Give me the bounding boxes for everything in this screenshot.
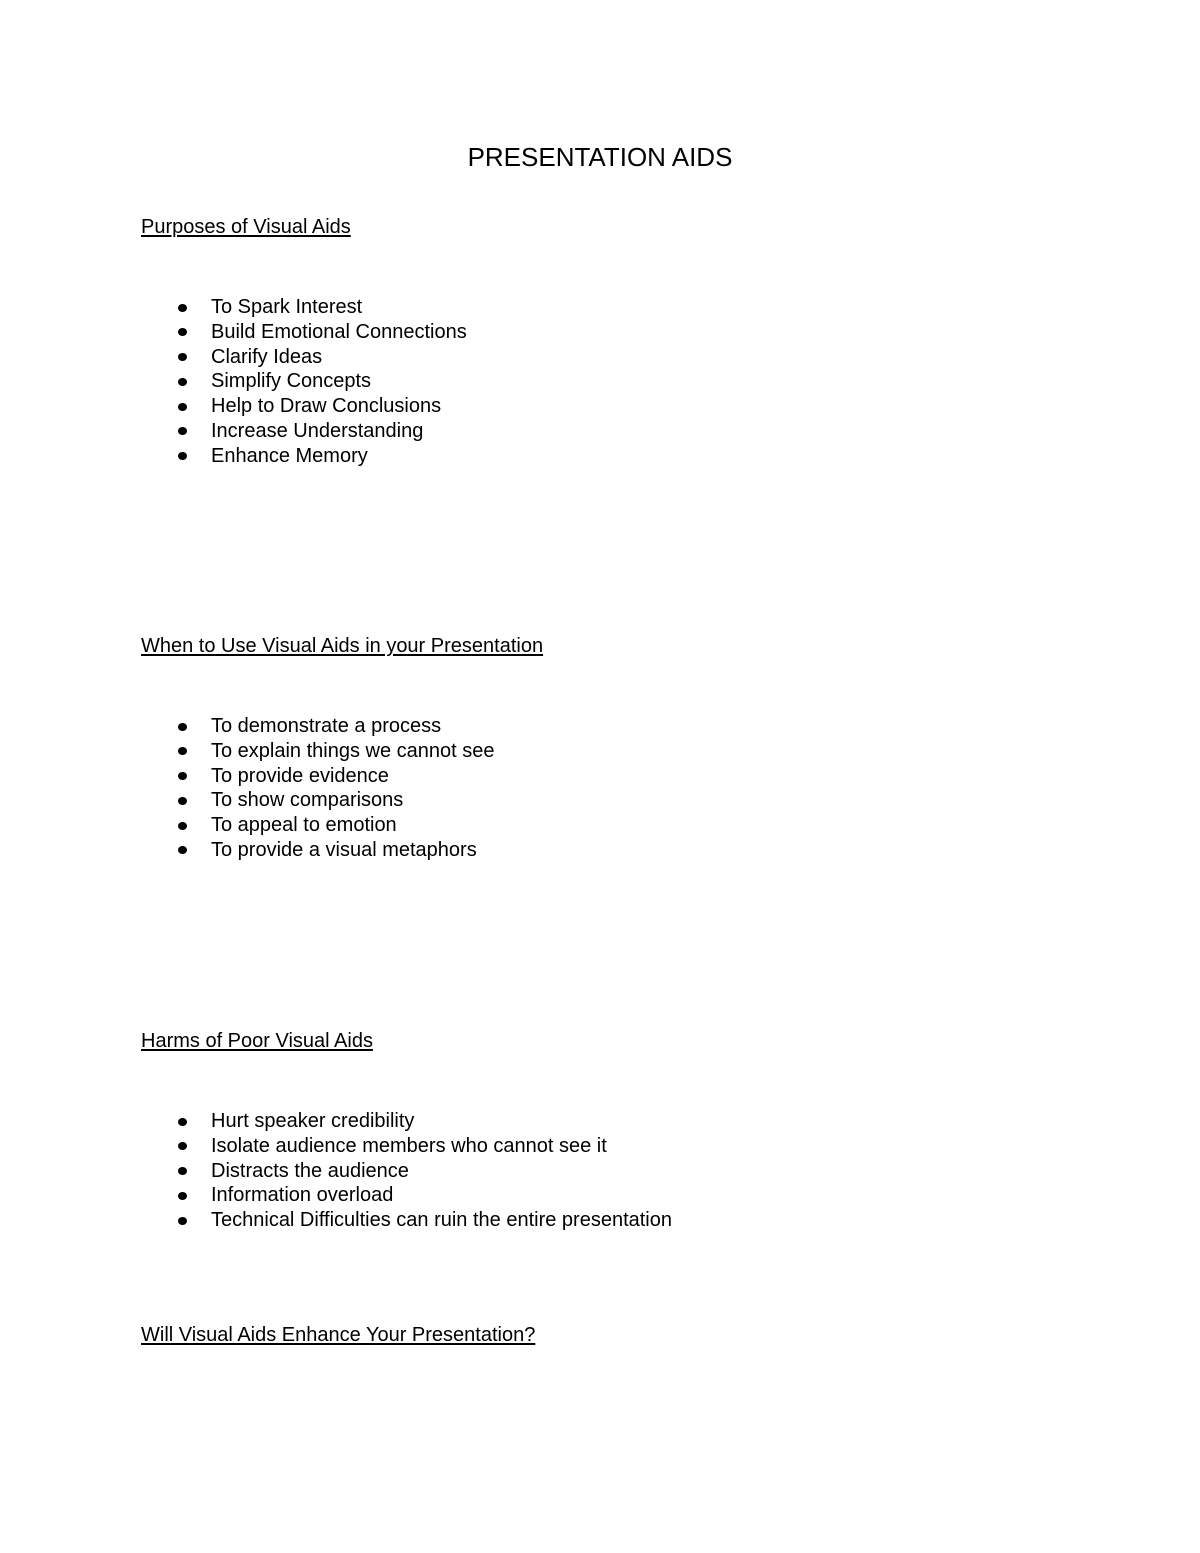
bullet-icon <box>178 772 187 780</box>
bullet-icon <box>178 1167 187 1175</box>
bullet-icon <box>178 304 187 312</box>
bullet-icon <box>178 328 187 336</box>
bullet-icon <box>178 403 187 411</box>
bullet-icon <box>178 1118 187 1126</box>
bullet-icon <box>178 1142 187 1150</box>
bullet-icon <box>178 452 187 460</box>
section-heading-harms: Harms of Poor Visual Aids <box>141 1030 373 1052</box>
bullet-icon <box>178 427 187 435</box>
document-page: PRESENTATION AIDS Purposes of Visual Aids To Spark Interest Build Emotional Connections Clarify Ideas Simplify Concepts Help to Draw Conclusions Increase Understanding Enhance Memory When to Use Visual Aids in your Presentation To demonstrate a process To explain things we cannot see To provide evidence To show comparisons To appeal to emotion To provide a visual metaphors Harms of Poor Visual Aids Hurt speaker credibility Isolate audience members who cannot see it Distracts the audience Information overload Technical Difficulties can ruin the entire presentation Will Visual Aids Enhance Your Presentation? <box>0 0 1200 1553</box>
bullet-icon <box>178 797 187 805</box>
section-heading-will-enhance: Will Visual Aids Enhance Your Presentation? <box>141 1324 536 1346</box>
bullet-icon <box>178 723 187 731</box>
bullet-icon <box>178 353 187 361</box>
bullet-icon <box>178 822 187 830</box>
section-heading-when-to-use: When to Use Visual Aids in your Presentation <box>141 635 544 657</box>
bullet-icon <box>178 846 187 854</box>
document-title: PRESENTATION AIDS <box>467 142 733 172</box>
bullet-icon <box>178 1192 187 1200</box>
section-heading-purposes: Purposes of Visual Aids <box>141 216 351 238</box>
bullet-icon <box>178 747 187 755</box>
bullet-icon <box>178 378 187 386</box>
bullet-icon <box>178 1217 187 1225</box>
